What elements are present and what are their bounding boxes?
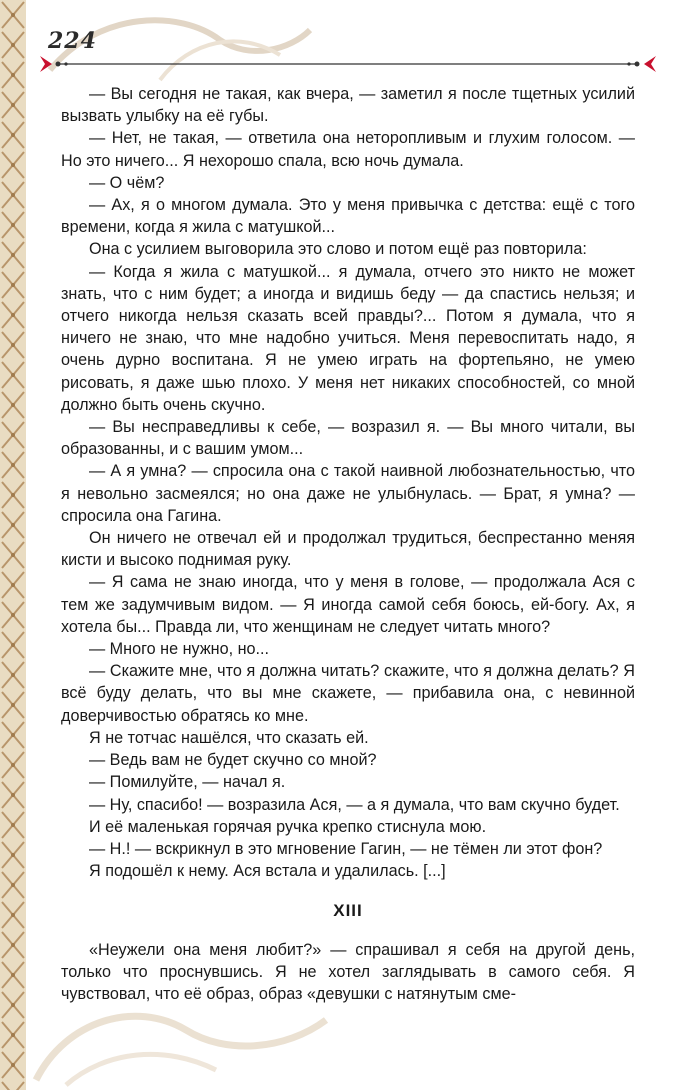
paragraph: — Когда я жила с матушкой... я думала, отчего это никто не может знать, что с ним будет; а иногда и видишь беду — да спастись нельзя; и отчего никогда нельзя сказать всей правды?... Потом я думала, что я ничего не знаю, что мне надобно учиться. Меня перевоспитать надо, я очень дурно воспитана. Я не умею играть на фортепьяно, не умею рисовать, я даже шью плохо. У меня нет никаких способностей, со мной должно быть очень скучно. (61, 262, 635, 414)
paragraph: — Я сама не знаю иногда, что у меня в голове, — продолжала Ася с тем же задумчивым видом. — Я иногда самой себя боюсь, ей-богу. Ах, я хотела бы... Правда ли, что женщинам не следует читать много? (61, 573, 635, 636)
paragraph: — Ах, я о многом думала. Это у меня привычка с детства: ещё с того времени, когда я жила с матушкой... (61, 196, 635, 237)
paragraph: Я не тотчас нашёлся, что сказать ей. (89, 728, 369, 747)
paragraph: — Нет, не такая, — ответила она неторопливым и глухим голосом. — Но это ничего... Я нехорошо спала, всю ночь думала. (61, 129, 635, 170)
paragraph: — Скажите мне, что я должна читать? скажите, что я должна делать? Я всё буду делать, что вы мне скажете, — прибавила она, с невинной доверчивостью обратясь ко мне. (61, 662, 635, 725)
decorative-border (0, 0, 26, 1090)
paragraph: Я подошёл к нему. Ася встала и удалилась. [...] (89, 862, 446, 881)
chapter-heading: XIII (333, 901, 363, 921)
paragraph: «Неужели она меня любит?» — спрашивал я себя на другой день, только что проснувшись. Я не хотел заглядывать в самого себя. Я чувствовал, что её образ, образ «девушки с натянутым сме- (61, 940, 635, 1003)
border-pattern-icon (0, 0, 26, 1090)
page-number: 224 (48, 28, 97, 54)
book-text (61, 83, 635, 1005)
paragraph: — Вы сегодня не такая, как вчера, — заметил я после тщетных усилий вызвать улыбку на её губы. (61, 85, 635, 126)
paragraph: — О чём? (89, 173, 165, 192)
paragraph: — Н.! — вскрикнул в это мгновение Гагин, — не тёмен ли этот фон? (89, 839, 603, 858)
right-arrow-ornament-icon (644, 56, 656, 72)
left-arrow-ornament-icon (40, 56, 52, 72)
paragraph: — Помилуйте, — начал я. (89, 773, 286, 792)
paragraph: Она с усилием выговорила это слово и потом ещё раз повторила: (89, 240, 587, 259)
paragraph: Он ничего не отвечал ей и продолжал трудиться, беспрестанно меняя кисти и высоко поднимая руку. (61, 529, 635, 570)
header-ornament-line (36, 52, 660, 76)
paragraph: — Ведь вам не будет скучно со мной? (89, 751, 377, 770)
paragraph: — Много не нужно, но... (89, 640, 270, 659)
paragraph: — Вы несправедливы к себе, — возразил я. — Вы много читали, вы образованны, и с вашим умом... (61, 418, 635, 459)
paragraph: — А я умна? — спросила она с такой наивной любознательностью, что я невольно засмеялся; но она даже не улыбнулась. — Брат, я умна? — спросила она Гагина. (61, 462, 635, 525)
paragraph: И её маленькая горячая ручка крепко стиснула мою. (89, 817, 487, 836)
paragraph: — Ну, спасибо! — возразила Ася, — а я думала, что вам скучно будет. (89, 795, 620, 814)
